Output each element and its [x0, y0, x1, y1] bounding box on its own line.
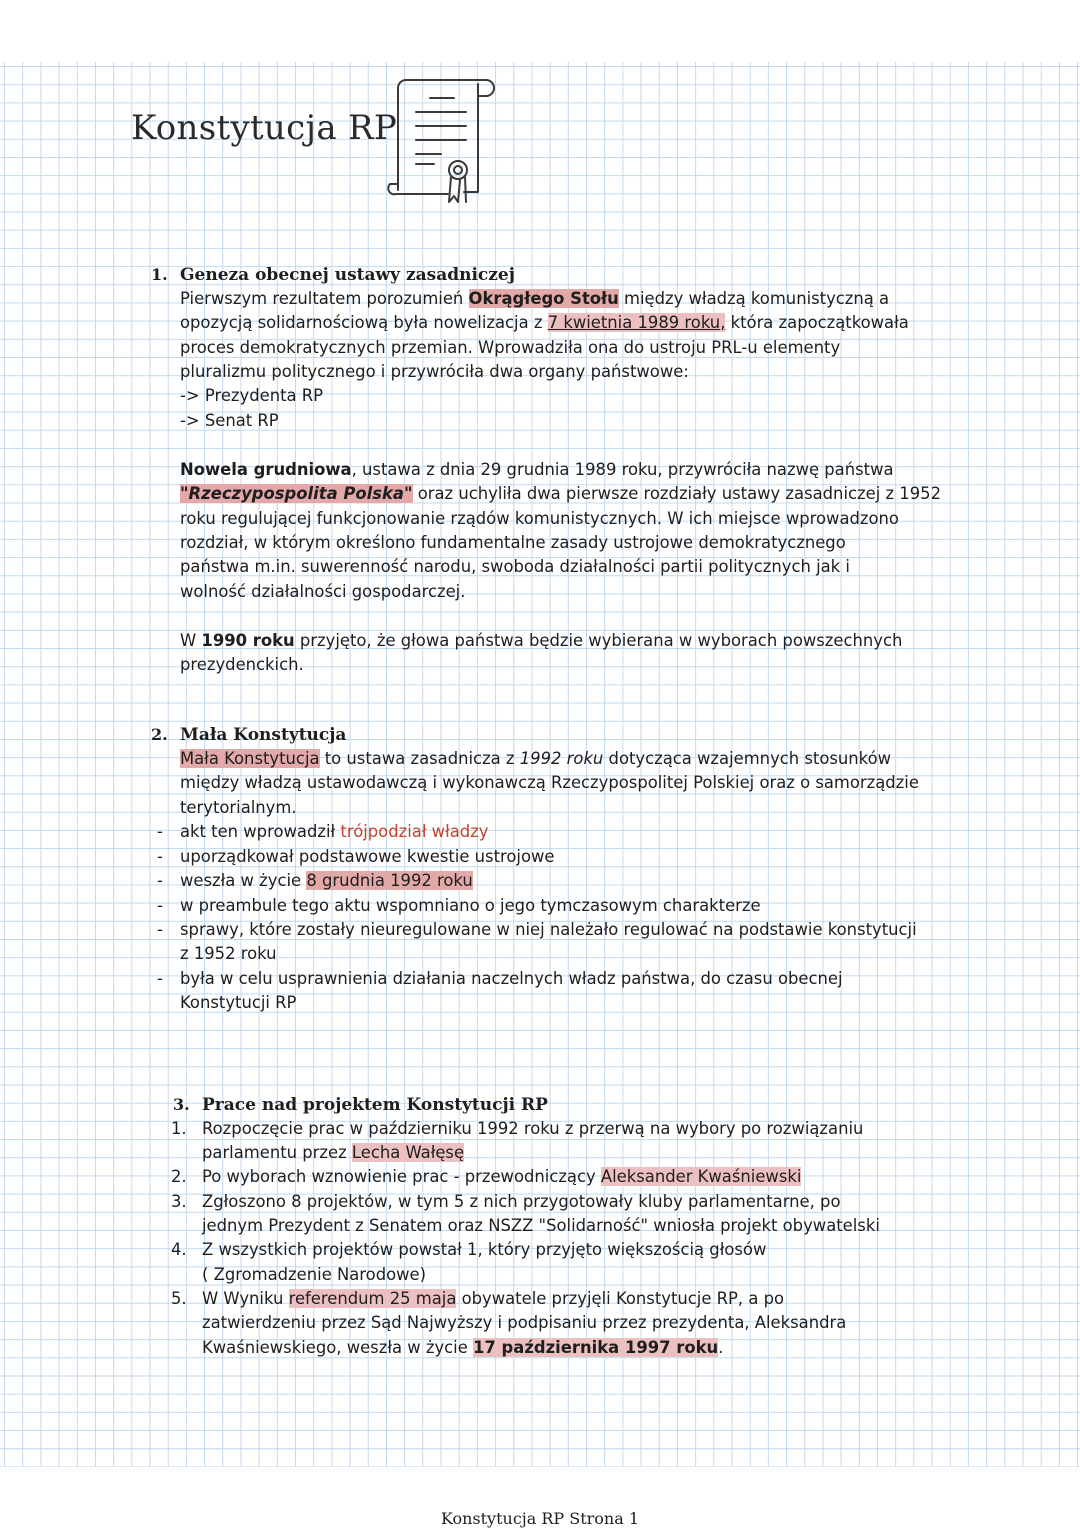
paragraph-line: prezydenckich. — [180, 655, 304, 674]
ordered-item-number: 1. — [171, 1119, 187, 1138]
ordered-item: Z wszystkich projektów powstał 1, który przyjęto większością głosów — [202, 1240, 767, 1259]
bullet-marker: - — [157, 871, 163, 890]
bullet-marker: - — [157, 896, 163, 915]
bullet-marker: - — [157, 822, 163, 841]
highlight-lecha-walese: Lecha Wałęsę — [351, 1143, 465, 1162]
page-title: Konstytucja RP — [131, 108, 398, 148]
paragraph-line: terytorialnym. — [180, 798, 297, 817]
paragraph-line: Mała Konstytucja to ustawa zasadnicza z 1992 roku dotycząca wzajemnych stosunków — [180, 749, 892, 768]
bullet-item: uporządkował podstawowe kwestie ustrojowe — [180, 847, 555, 866]
bullet-item-continuation: z 1952 roku — [180, 944, 277, 963]
section-1-heading: Geneza obecnej ustawy zasadniczej — [180, 265, 515, 285]
page-footer: Konstytucja RP Strona 1 — [440, 1509, 640, 1528]
bullet-marker: - — [157, 920, 163, 939]
ordered-item: W Wyniku referendum 25 maja obywatele przyjęli Konstytucje RP, a po — [202, 1289, 785, 1308]
highlight-okraglego-stolu: Okrągłego Stołu — [468, 289, 619, 308]
paragraph-line: wolność działalności gospodarczej. — [180, 582, 466, 601]
red-text-trojpodzial: trójpodział władzy — [340, 822, 489, 841]
ordered-item-continuation: ( Zgromadzenie Narodowe) — [202, 1265, 427, 1284]
ordered-item-number: 5. — [171, 1289, 187, 1308]
section-3-number: 3. — [173, 1095, 190, 1114]
ordered-item-number: 3. — [171, 1192, 187, 1211]
paragraph-line: Nowela grudniowa, ustawa z dnia 29 grudnia 1989 roku, przywróciła nazwę państwa — [180, 460, 894, 479]
bullet-item-continuation: Konstytucji RP — [180, 993, 297, 1012]
bullet-marker: - — [157, 847, 163, 866]
ordered-item: Zgłoszono 8 projektów, w tym 5 z nich przygotowały kluby parlamentarne, po — [202, 1192, 841, 1211]
paragraph-line: -> Senat RP — [180, 411, 279, 430]
paragraph-line: pluralizmu politycznego i przywróciła dwa organy państwowe: — [180, 362, 689, 381]
paragraph-line: "Rzeczypospolita Polska" oraz uchyliła dwa pierwsze rozdziały ustawy zasadniczej z 1952 — [180, 484, 941, 503]
paragraph-line: opozycją solidarnościową była nowelizacja z 7 kwietnia 1989 roku, która zapoczątkowała — [180, 313, 909, 332]
highlight-mala-konstytucja: Mała Konstytucja — [180, 749, 320, 768]
ordered-item-continuation: zatwierdzeniu przez Sąd Najwyższy i podpisaniu przez prezydenta, Aleksandra — [202, 1313, 847, 1332]
ordered-item-number: 2. — [171, 1167, 187, 1186]
ordered-item-continuation: jednym Prezydent z Senatem oraz NSZZ "Solidarność" wniosła projekt obywatelski — [202, 1216, 880, 1235]
bullet-item: w preambule tego aktu wspomniano o jego tymczasowym charakterze — [180, 896, 761, 915]
paragraph-line: -> Prezydenta RP — [180, 386, 324, 405]
bullet-item: weszła w życie 8 grudnia 1992 roku — [180, 871, 473, 890]
bullet-item: sprawy, które zostały nieuregulowane w niej należało regulować na podstawie konstytucji — [180, 920, 917, 939]
bullet-marker: - — [157, 969, 163, 988]
section-2-number: 2. — [151, 725, 168, 744]
scroll-certificate-icon — [386, 72, 498, 206]
paragraph-line: proces demokratycznych przemian. Wprowadziła ona do ustroju PRL-u elementy — [180, 338, 841, 357]
paragraph-line: państwa m.in. suwerenność narodu, swoboda działalności partii politycznych jak i — [180, 557, 850, 576]
paragraph-line: rozdział, w którym określono fundamentalne zasady ustrojowe demokratycznego — [180, 533, 846, 552]
bullet-item: była w celu usprawnienia działania naczelnych władz państwa, do czasu obecnej — [180, 969, 843, 988]
highlight-rzeczypospolita-polska: "Rzeczypospolita Polska" — [180, 484, 413, 503]
paragraph-line: roku regulującej funkcjonowanie rządów komunistycznych. W ich miejsce wprowadzono — [180, 509, 899, 528]
highlight-kwasniewski: Aleksander Kwaśniewski — [600, 1167, 802, 1186]
highlight-date-1997: 17 października 1997 roku — [473, 1338, 719, 1357]
highlight-date-1989: 7 kwietnia 1989 roku, — [547, 313, 726, 332]
highlight-date-1992: 8 grudnia 1992 roku — [306, 871, 473, 890]
paragraph-line: Pierwszym rezultatem porozumień Okrągłego Stołu między władzą komunistyczną a — [180, 289, 890, 308]
section-1-number: 1. — [151, 265, 168, 284]
section-3-heading: Prace nad projektem Konstytucji RP — [202, 1095, 548, 1115]
ordered-item: Po wyborach wznowienie prac - przewodniczący Aleksander Kwaśniewski — [202, 1167, 802, 1186]
ordered-item-continuation: parlamentu przez Lecha Wałęsę — [202, 1143, 465, 1162]
ordered-item-number: 4. — [171, 1240, 187, 1259]
highlight-referendum: referendum 25 maja — [288, 1289, 457, 1308]
section-2-heading: Mała Konstytucja — [180, 725, 347, 745]
bullet-item: akt ten wprowadził trójpodział władzy — [180, 822, 489, 841]
ordered-item: Rozpoczęcie prac w październiku 1992 roku z przerwą na wybory po rozwiązaniu — [202, 1119, 864, 1138]
ordered-item-continuation: Kwaśniewskiego, weszła w życie 17 października 1997 roku. — [202, 1338, 724, 1357]
paragraph-line: między władzą ustawodawczą i wykonawczą Rzeczypospolitej Polskiej oraz o samorządzie — [180, 773, 919, 792]
paragraph-line: W 1990 roku przyjęto, że głowa państwa będzie wybierana w wyborach powszechnych — [180, 631, 903, 650]
